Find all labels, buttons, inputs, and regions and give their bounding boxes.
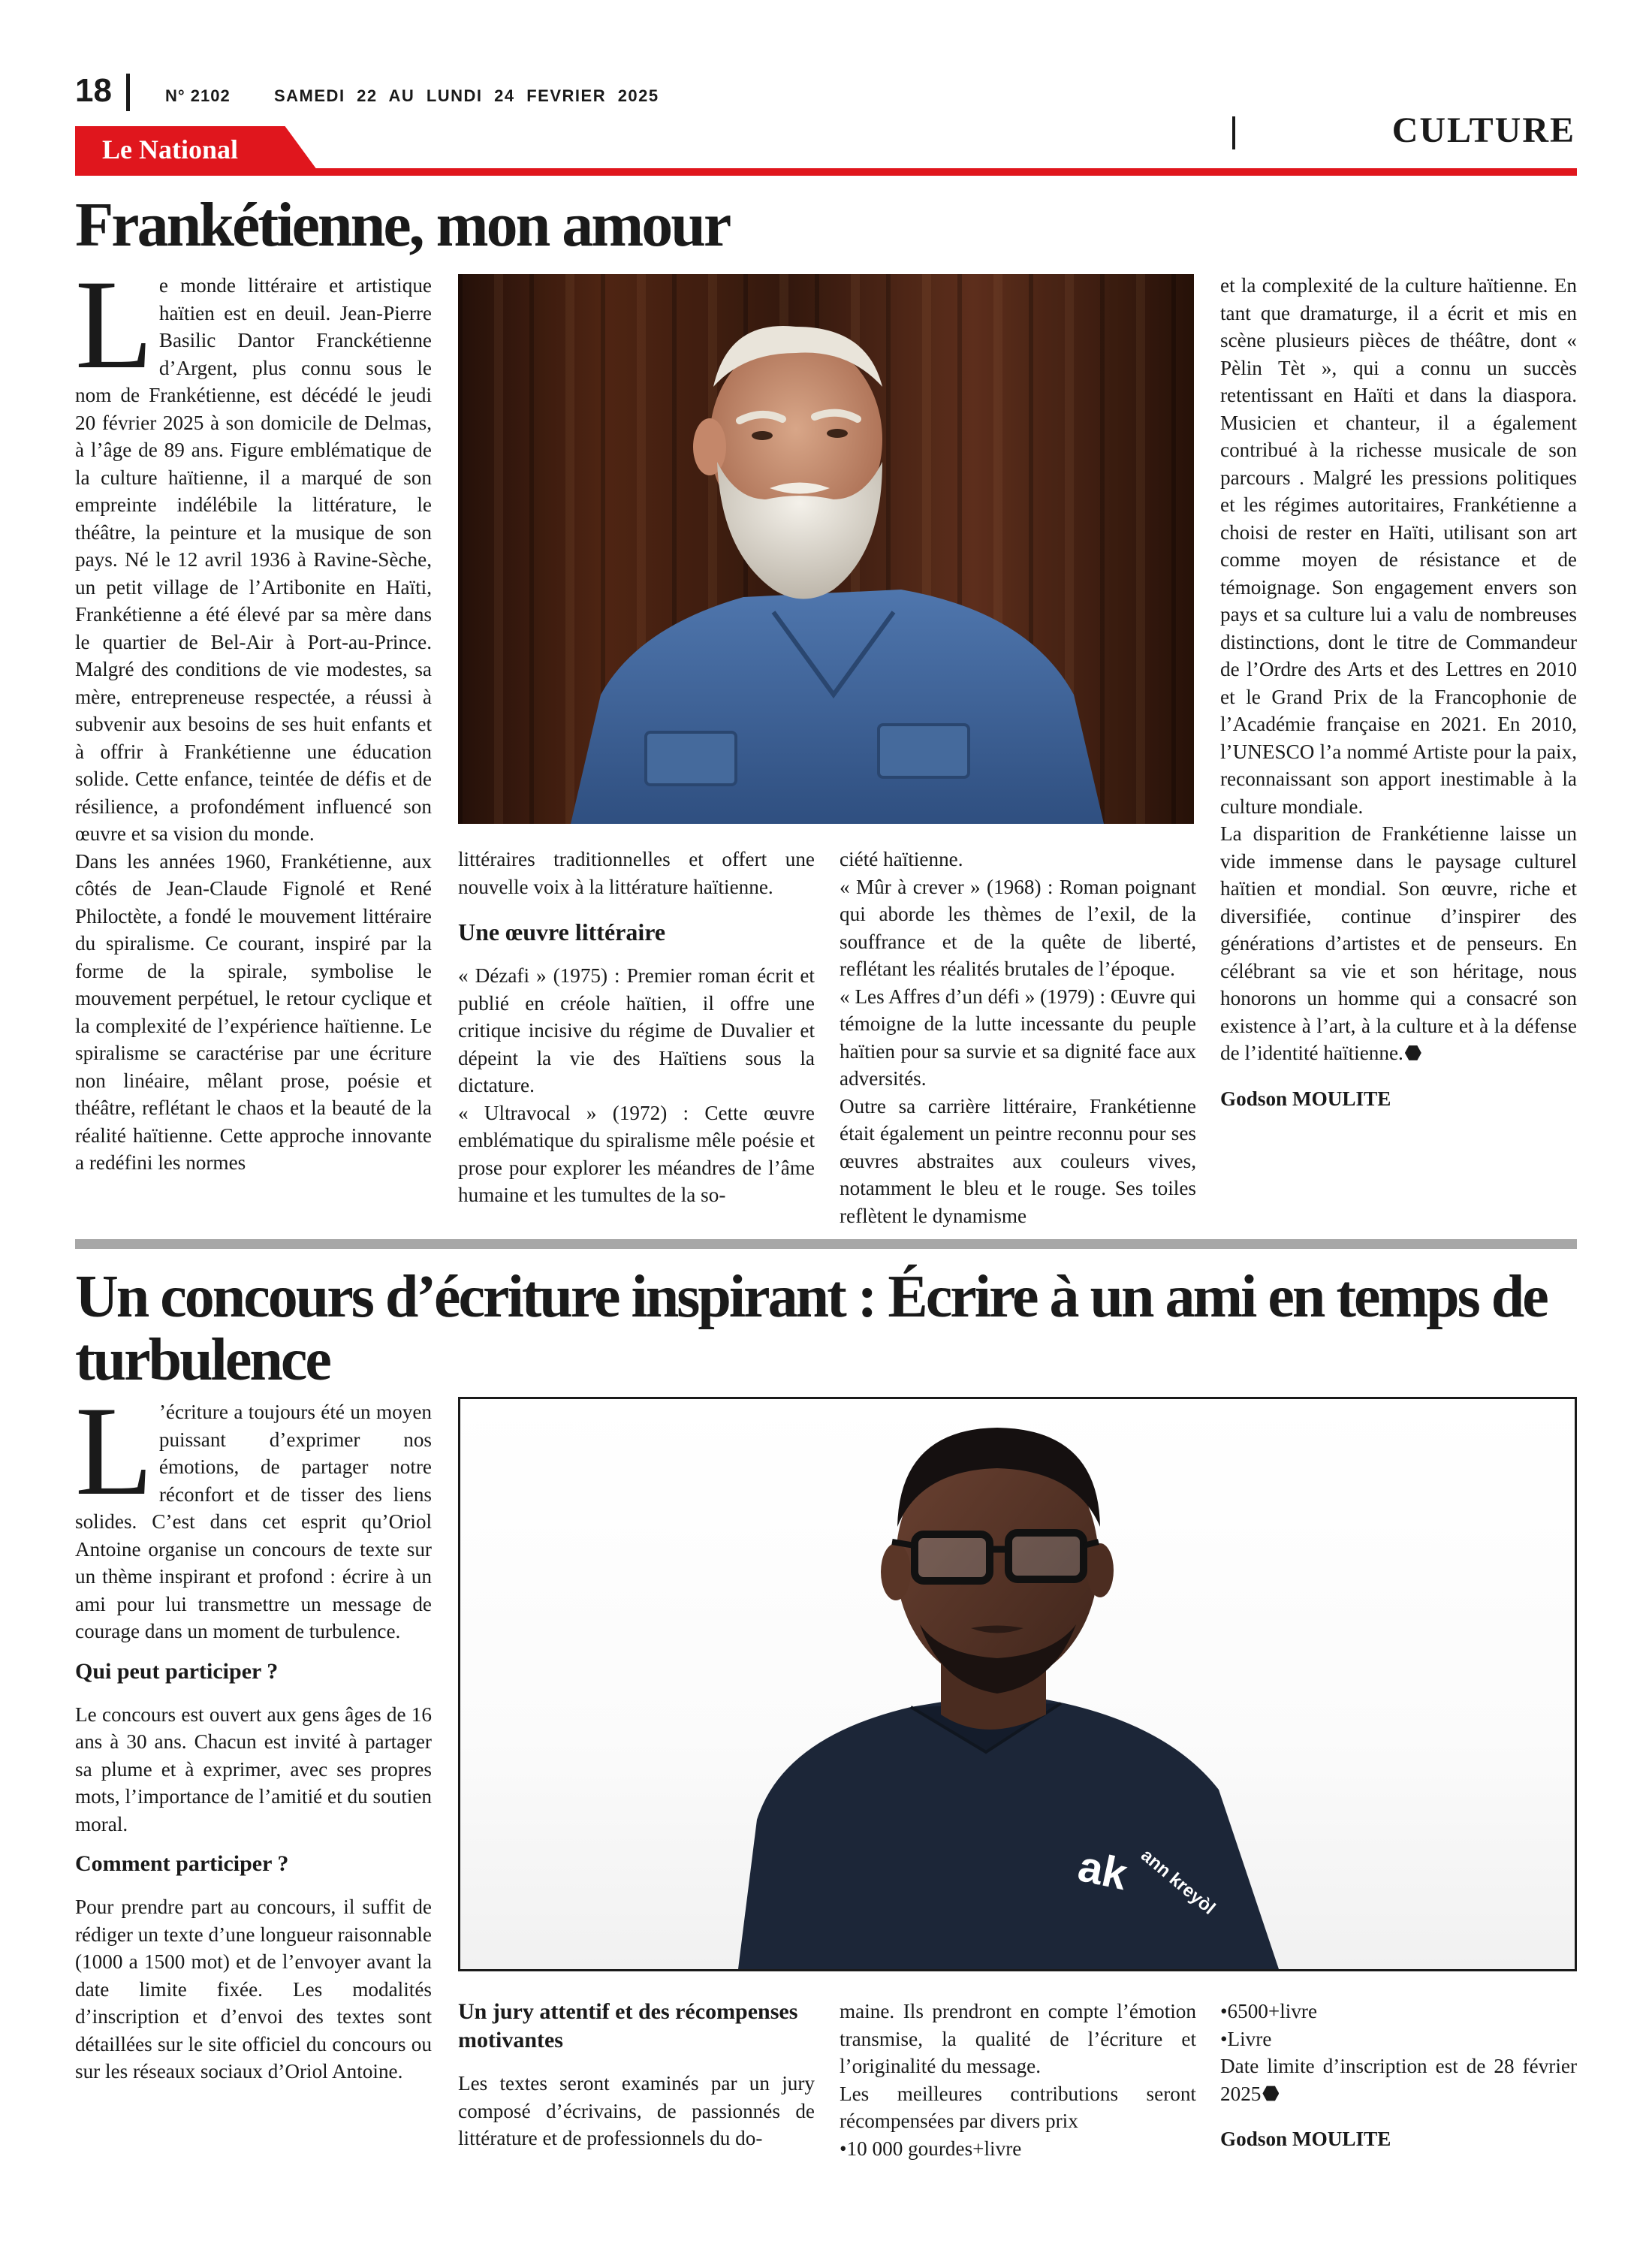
end-mark-icon bbox=[1262, 2086, 1279, 2102]
masthead-rule bbox=[75, 168, 1577, 176]
article1-paragraph: « Dézafi » (1975) : Premier roman écrit et publié en créole haïtien, il offre une critique incisive du régime de Duvalier et dépeint la vie des Haïtiens sous la dictature. bbox=[458, 964, 815, 1096]
section-divider bbox=[1232, 116, 1235, 149]
article1-lead-paragraph bbox=[75, 254, 432, 848]
article2-column-4 bbox=[1220, 1998, 1577, 2153]
article1-paragraph: « Les Affres d’un défi » (1979) : Œuvre qui témoigne de la lutte incessante du peuple haïtien pour sa survie et sa dignité face aux adversités. bbox=[840, 985, 1196, 1090]
article1-photo bbox=[458, 274, 1194, 824]
article1-closing-paragraph bbox=[1220, 820, 1577, 1067]
article1-headline: Frankétienne, mon amour bbox=[75, 190, 730, 260]
article1-column-1 bbox=[75, 254, 432, 1177]
article2-photo bbox=[458, 1397, 1577, 1971]
deadline-text: Date limite d’inscription est de 28 février 2025 bbox=[1220, 2055, 1577, 2105]
article2-lead-paragraph bbox=[75, 1380, 432, 1645]
article-separator bbox=[75, 1239, 1577, 1249]
page-number: 18 bbox=[75, 72, 112, 109]
article1-byline: Godson MOULITE bbox=[1220, 1087, 1391, 1110]
article1-paragraph: Dans les années 1960, Frankétienne, aux côtés de Jean-Claude Fignolé et René Philoctète, a fondé le mouvement littéraire du spiralisme. Ce courant, inspiré par la forme de la spirale, symbolise le mouvement perpétuel, le retour cyclique et la complexité de l’expérience haïtienne. Le spiralisme se caractérise par une écriture non linéaire, mêlant prose, poésie et théâtre, reflétant le chaos et la beauté de la réalité haïtienne. Cette approche innovante a redéfini les normes bbox=[75, 849, 432, 1174]
article1-column-3 bbox=[840, 846, 1196, 1229]
article1-subhead: Une œuvre littéraire bbox=[458, 918, 666, 946]
article2-paragraph: maine. Ils prendront en compte l’émotion transmise, la qualité de l’écriture et l’originalité du message. bbox=[840, 2000, 1196, 2077]
end-mark-icon bbox=[1405, 1045, 1421, 1061]
brand-name: Le National bbox=[102, 134, 239, 164]
article2-subhead: Qui peut participer ? bbox=[75, 1658, 279, 1684]
page-number-divider bbox=[126, 74, 130, 111]
article2-paragraph: ’écriture a toujours été un moyen puissant d’exprimer nos émotions, de partager notre réconfort et de tisser des liens solides. C’est dans cet esprit qu’Oriol Antoine organise un concours de texte sur un thème inspirant et profond : écrire à un ami pour lui transmettre un message de courage dans un moment de turbulence. bbox=[75, 1401, 432, 1642]
article2-paragraph: Les textes seront examinés par un jury composé d’écrivains, de passionnés de littérature et de professionnels du do- bbox=[458, 2072, 815, 2149]
prize-list-item: •10 000 gourdes+livre bbox=[840, 2137, 1022, 2160]
article1-paragraph: ciété haïtienne. bbox=[840, 848, 963, 870]
article2-paragraph: Le concours est ouvert aux gens âges de 16 ans à 30 ans. Chacun est invité à partager sa plume et à exprimer, avec ses propres mots, l’importance de l’amitié et du soutien moral. bbox=[75, 1703, 432, 1835]
article1-column-4 bbox=[1220, 272, 1577, 1112]
article1-paragraph: « Mûr à crever » (1968) : Roman poignant qui aborde les thèmes de l’exil, de la souffrance et de la quête de liberté, reflétant les réalités brutales de l’époque. bbox=[840, 875, 1196, 980]
article1-paragraph: et la complexité de la culture haïtienne. En tant que dramaturge, il a écrit et mis en scène plusieurs pièces de théâtre, dont « Pèlin Tèt », qui a connu un succès retentissant en Haïti et dans la diaspora. Musicien et chanteur, il a également contribué à la richesse musicale de son parcours . Malgré les pressions politiques et les régimes autoritaires, Frankétienne a choisi de rester en Haïti, utilisant son art comme moyen de résistance et de témoignage. Son engagement envers son pays et sa culture lui a valu de nombreuses distinctions, dont le titre de Commandeur de l’Ordre des Arts et des Lettres en 2010 et le Grand Prix de la Francophonie de l’Académie française en 2021. En 2010, l’UNESCO l’a nommé Artiste pour la paix, reconnaissant son apport inestimable à la culture mondiale. bbox=[1220, 274, 1577, 818]
photo-of-frank-etienne-icon bbox=[458, 274, 1194, 824]
article1-paragraph: La disparition de Frankétienne laisse un vide immense dans le paysage culturel haïtien et mondial. Son œuvre, riche et diversifiée, continue d’inspirer des générations d’artistes et de penseurs. En célébrant sa vie et son héritage, nous honorons un homme qui a consacré son existence à l’art, à la culture et à la défense de l’identité haïtienne. bbox=[1220, 822, 1577, 1064]
article2-column-2 bbox=[458, 1998, 815, 2152]
article1-paragraph: « Ultravocal » (1972) : Cette œuvre emblématique du spiralisme mêle poésie et prose pour explorer les méandres de l’âme humaine et les tumultes de la so- bbox=[458, 1101, 815, 1206]
dropcap: L bbox=[75, 254, 153, 395]
issue-number: N° 2102 bbox=[165, 86, 231, 105]
section-label: CULTURE bbox=[1391, 110, 1575, 150]
article2-headline: Un concours d’écriture inspirant : Écrire à un ami en temps de turbulence bbox=[75, 1264, 1547, 1393]
article2-column-1 bbox=[75, 1380, 432, 2086]
deadline-paragraph bbox=[1220, 2052, 1577, 2107]
dropcap: L bbox=[75, 1380, 153, 1522]
article1-paragraph: e monde littéraire et artistique haïtien est en deuil. Jean-Pierre Basilic Dantor Franckétienne d’Argent, plus connu sous le nom de Frankétienne, est décédé le jeudi 20 février 2025 à son domicile de Delmas, à l’âge de 89 ans. Figure emblématique de la culture haïtienne, il a marqué de son empreinte indélébile la littérature, le théâtre, la peinture et la musique de son pays. Né le 12 avril 1936 à Ravine-Sèche, un petit village de l’Artibonite en Haïti, Frankétienne a été élevé par sa mère dans le quartier de Bel-Air à Port-au-Prince. Malgré des conditions de vie modestes, sa mère, entrepreneuse respectée, a réussi à subvenir aux besoins de ses huit enfants et à offrir à Frankétienne une éducation solide. Cette enfance, teintée de défis et de résilience, a profondément influencé son œuvre et sa vision du monde. bbox=[75, 274, 432, 845]
article2-paragraph: Les meilleures contributions seront récompensées par divers prix bbox=[840, 2082, 1196, 2132]
issue-date: SAMEDI 22 AU LUNDI 24 FEVRIER 2025 bbox=[274, 86, 659, 105]
prize-list-item: •6500+livre bbox=[1220, 2000, 1318, 2022]
article2-byline: Godson MOULITE bbox=[1220, 2128, 1391, 2150]
shirt-text: ann kreyòl bbox=[1137, 1844, 1219, 1919]
article2-paragraph: Pour prendre part au concours, il suffit de rédiger un texte d’une longueur raisonnable (1000 a 1500 mot) et de l’envoyer avant la date limite fixée. Les modalités d’inscription et d’envoi des textes sont détaillées sur le site officiel du concours ou sur les réseaux sociaux d’Oriol Antoine. bbox=[75, 1896, 432, 2083]
photo-of-oriol-antoine-icon bbox=[460, 1399, 1575, 1969]
svg-text:ak: ak bbox=[1074, 1841, 1132, 1900]
article2-column-3 bbox=[840, 1998, 1196, 2162]
article2-subhead: Comment participer ? bbox=[75, 1851, 289, 1876]
article1-paragraph: Outre sa carrière littéraire, Frankétienne était également un peintre reconnu pour ses œuvres abstraites aux couleurs vives, notamment le bleu et le rouge. Ses toiles reflètent le dynamisme bbox=[840, 1094, 1196, 1227]
article1-paragraph: littéraires traditionnelles et offert une nouvelle voix à la littérature haïtienne. bbox=[458, 848, 815, 898]
prize-list-item: •Livre bbox=[1220, 2027, 1272, 2050]
article2-subhead: Un jury attentif et des récompenses motivantes bbox=[458, 1999, 798, 2052]
article1-column-2 bbox=[458, 846, 815, 1209]
